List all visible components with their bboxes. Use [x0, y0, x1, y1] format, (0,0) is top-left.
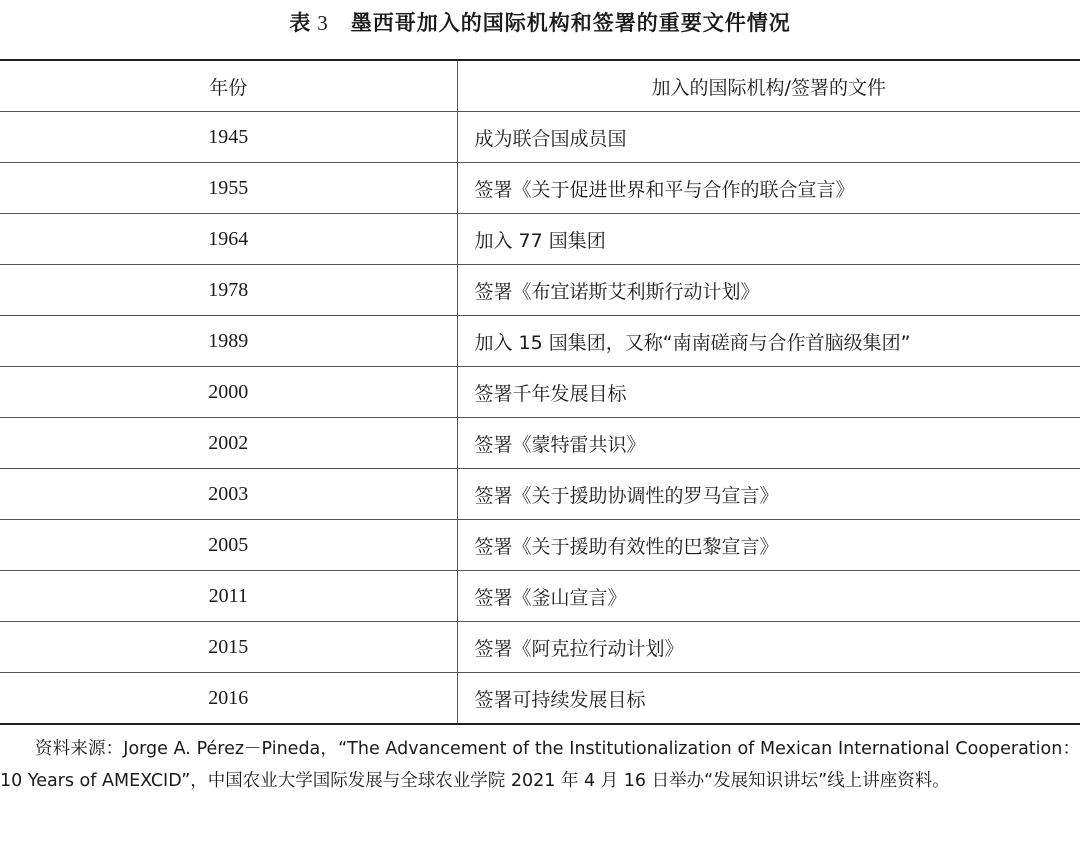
row-year: 2000 — [0, 367, 457, 418]
row-item: 签署《布宜诺斯艾利斯行动计划》 — [457, 265, 1080, 316]
row-year: 1989 — [0, 316, 457, 367]
header-item: 加入的国际机构/签署的文件 — [457, 60, 1080, 112]
row-item: 签署《关于援助协调性的罗马宣言》 — [457, 469, 1080, 520]
table-row — [0, 214, 1080, 265]
row-item: 签署可持续发展目标 — [457, 673, 1080, 725]
row-year: 1955 — [0, 163, 457, 214]
table-row — [0, 163, 1080, 214]
row-item: 签署千年发展目标 — [457, 367, 1080, 418]
row-item: 签署《关于促进世界和平与合作的联合宣言》 — [457, 163, 1080, 214]
row-item: 签署《阿克拉行动计划》 — [457, 622, 1080, 673]
row-year: 2002 — [0, 418, 457, 469]
row-year: 1945 — [0, 112, 457, 163]
table-row — [0, 265, 1080, 316]
source-note: 资料来源：Jorge A. Pérez－Pineda，“The Advancement of the Institutionalization of Mexican International Cooperation：10 Years of AMEXCID”，中国农业大学国际发展与全球农业学院 2021 年 4 月 16 日举办“发展知识讲坛”线上讲座资料。 — [0, 739, 1080, 791]
row-item: 成为联合国成员国 — [457, 112, 1080, 163]
table-title — [0, 6, 1080, 40]
table-row — [0, 571, 1080, 622]
row-item: 加入 15 国集团，又称“南南磋商与合作首脑级集团” — [457, 316, 1080, 367]
table-row — [0, 112, 1080, 163]
row-year: 2015 — [0, 622, 457, 673]
table-body — [0, 112, 1080, 725]
table-row — [0, 469, 1080, 520]
row-year: 2016 — [0, 673, 457, 725]
row-year: 2011 — [0, 571, 457, 622]
documents-table — [0, 59, 1080, 725]
row-year: 2003 — [0, 469, 457, 520]
table-row — [0, 316, 1080, 367]
table-row — [0, 418, 1080, 469]
table-row — [0, 673, 1080, 725]
table-row — [0, 367, 1080, 418]
row-year: 1964 — [0, 214, 457, 265]
row-item: 签署《釜山宣言》 — [457, 571, 1080, 622]
table-header-row — [0, 60, 1080, 112]
table-title-text: 墨西哥加入的国际机构和签署的重要文件情况 — [350, 11, 791, 35]
row-year: 2005 — [0, 520, 457, 571]
table-title-prefix: 表 — [289, 11, 312, 35]
table-row — [0, 622, 1080, 673]
row-item: 加入 77 国集团 — [457, 214, 1080, 265]
row-year: 1978 — [0, 265, 457, 316]
table-row — [0, 520, 1080, 571]
row-item: 签署《关于援助有效性的巴黎宣言》 — [457, 520, 1080, 571]
header-year: 年份 — [0, 60, 457, 112]
table-title-number: 3 — [317, 11, 329, 35]
row-item: 签署《蒙特雷共识》 — [457, 418, 1080, 469]
